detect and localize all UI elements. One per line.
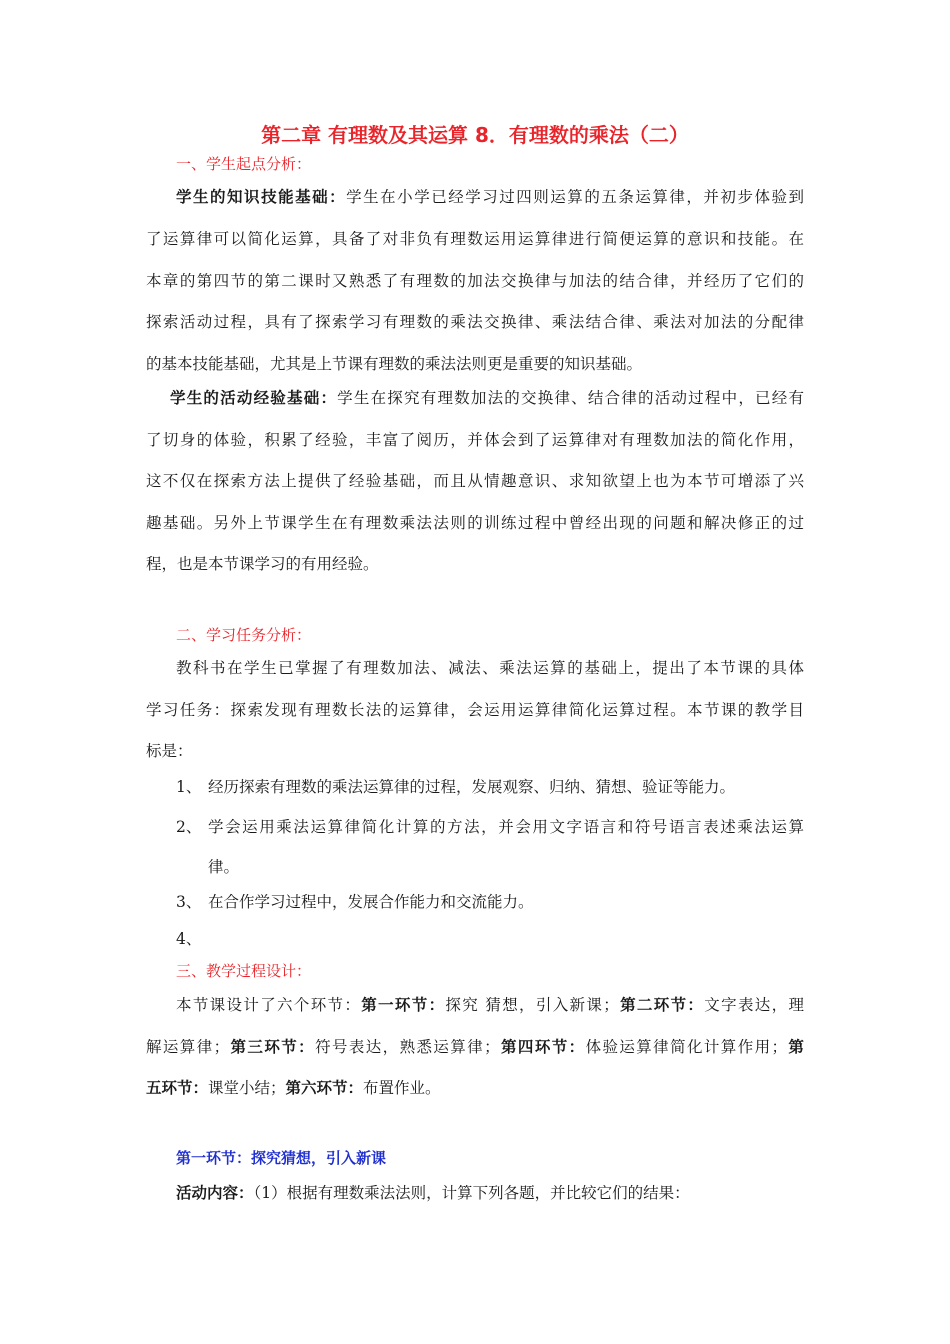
goal-number: 4、 — [176, 930, 202, 948]
goal-number: 1、 — [176, 778, 202, 796]
paragraph-line: 趣基础。另外上节课学生在有理数乘法法则的训练过程中曾经出现的问题和解决修正的过 — [146, 514, 804, 532]
goal-text: 经历探索有理数的乘法运算律的过程，发展观察、归纳、猜想、验证等能力。 — [208, 778, 736, 796]
paragraph-line: 的基本技能基础，尤其是上节课有理数的乘法法则更是重要的知识基础。 — [146, 355, 643, 373]
paragraph-label-experience: 学生的活动经验基础： — [170, 388, 338, 407]
paragraph-line: 探索活动过程，具有了探索学习有理数的乘法交换律、乘法结合律、乘法对加法的分配律 — [146, 313, 804, 331]
activity-label: 活动内容： — [176, 1183, 254, 1202]
paragraph-line: 学生的活动经验基础：学生在探究有理数加法的交换律、结合律的活动过程中，已经有 — [170, 388, 804, 407]
section-heading-process-design: 三、教学过程设计： — [176, 962, 312, 980]
document-title: 第二章 有理数及其运算 8．有理数的乘法（二） — [261, 123, 689, 147]
paragraph-line: 教科书在学生已掌握了有理数加法、减法、乘法运算的基础上，提出了本节课的具体 — [176, 659, 804, 677]
paragraph-line: 程，也是本节课学习的有用经验。 — [146, 555, 379, 573]
paragraph-line: 本章的第四节的第二课时又熟悉了有理数的加法交换律与加法的结合律，并经历了它们的 — [146, 272, 804, 290]
step-heading: 第一环节：探究猜想，引入新课 — [176, 1149, 387, 1167]
goal-text: 学会运用乘法运算律简化计算的方法，并会用文字语言和符号语言表述乘法运算 — [208, 818, 804, 836]
paragraph-line: 标是： — [146, 742, 193, 760]
paragraph-line: 这不仅在探索方法上提供了经验基础，而且从情趣意识、求知欲望上也为本节可增添了兴 — [146, 472, 804, 490]
activity-line: 活动内容：（1）根据有理数乘法法则，计算下列各题，并比较它们的结果： — [176, 1183, 690, 1202]
paragraph-line: 解运算律；第三环节：符号表达，熟悉运算律；第四环节：体验运算律简化计算作用；第 — [146, 1037, 804, 1056]
paragraph-line: 五环节：课堂小结；第六环节：布置作业。 — [146, 1078, 441, 1097]
goal-number: 3、 — [176, 893, 202, 911]
section-heading-student-analysis: 一、学生起点分析： — [176, 155, 312, 173]
goal-number: 2、 — [176, 818, 202, 836]
paragraph-line: 了切身的体验，积累了经验，丰富了阅历，并体会到了运算律对有理数加法的简化作用， — [146, 431, 804, 449]
paragraph-line: 学生的知识技能基础：学生在小学已经学习过四则运算的五条运算律，并初步体验到 — [176, 187, 804, 206]
paragraph-line: 本节课设计了六个环节：第一环节：探究 猜想，引入新课；第二环节：文字表达，理 — [176, 995, 804, 1014]
paragraph-line: 学习任务：探索发现有理数长法的运算律，会运用运算律简化运算过程。本节课的教学目 — [146, 701, 804, 719]
paragraph-label-knowledge: 学生的知识技能基础： — [176, 187, 347, 206]
paragraph-line: 了运算律可以简化运算，具备了对非负有理数运用运算律进行简便运算的意识和技能。在 — [146, 230, 804, 248]
goal-text-continuation: 律。 — [208, 858, 240, 876]
section-heading-task-analysis: 二、学习任务分析： — [176, 626, 312, 644]
goal-text: 在合作学习过程中，发展合作能力和交流能力。 — [208, 893, 534, 911]
